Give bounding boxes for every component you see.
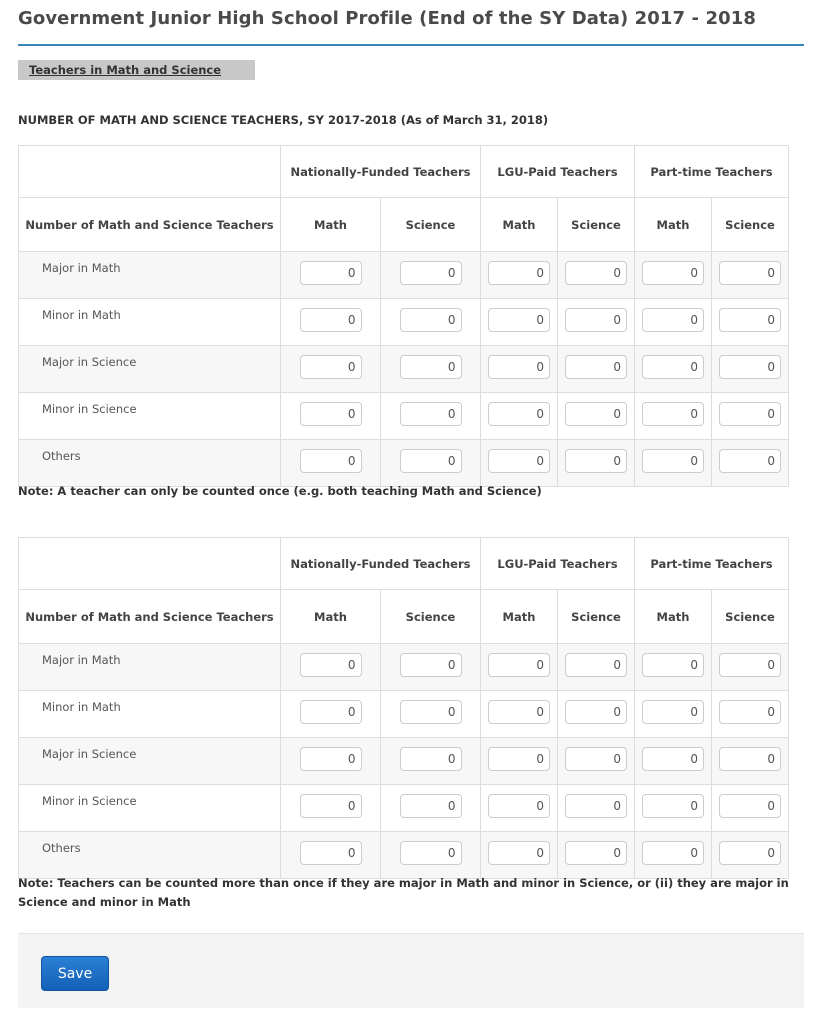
input-cell bbox=[635, 346, 712, 393]
row-header-label: Number of Math and Science Teachers bbox=[19, 590, 281, 644]
row-label: Minor in Science bbox=[19, 785, 281, 832]
teacher-count-input[interactable] bbox=[300, 841, 362, 865]
subject-header: Math bbox=[281, 198, 381, 252]
group-header: Nationally-Funded Teachers bbox=[281, 538, 481, 590]
input-cell bbox=[281, 440, 381, 487]
row-label: Minor in Math bbox=[19, 299, 281, 346]
title-divider bbox=[18, 44, 804, 46]
teacher-count-input[interactable] bbox=[565, 841, 627, 865]
teacher-count-input[interactable] bbox=[719, 449, 781, 473]
input-cell bbox=[635, 644, 712, 691]
teacher-count-input[interactable] bbox=[565, 308, 627, 332]
input-cell bbox=[635, 785, 712, 832]
table-row bbox=[19, 440, 789, 487]
input-cell bbox=[712, 299, 789, 346]
input-cell bbox=[712, 691, 789, 738]
group-header: Part-time Teachers bbox=[635, 538, 789, 590]
input-cell bbox=[558, 299, 635, 346]
input-cell bbox=[381, 691, 481, 738]
teacher-count-input[interactable] bbox=[565, 794, 627, 818]
table-row bbox=[19, 393, 789, 440]
subject-header: Math bbox=[281, 590, 381, 644]
input-cell bbox=[558, 738, 635, 785]
teacher-count-input[interactable] bbox=[488, 794, 550, 818]
row-label: Minor in Math bbox=[19, 691, 281, 738]
subject-header: Science bbox=[381, 198, 481, 252]
teacher-count-input[interactable] bbox=[488, 402, 550, 426]
input-cell bbox=[381, 252, 481, 299]
input-cell bbox=[712, 832, 789, 879]
input-cell bbox=[381, 393, 481, 440]
group-header: Part-time Teachers bbox=[635, 146, 789, 198]
teacher-count-input[interactable] bbox=[719, 841, 781, 865]
teacher-count-input[interactable] bbox=[719, 308, 781, 332]
input-cell bbox=[481, 393, 558, 440]
teacher-count-input[interactable] bbox=[300, 402, 362, 426]
teacher-count-input[interactable] bbox=[488, 747, 550, 771]
input-cell bbox=[281, 252, 381, 299]
input-cell bbox=[281, 299, 381, 346]
teacher-count-input[interactable] bbox=[642, 402, 704, 426]
teacher-count-input[interactable] bbox=[642, 841, 704, 865]
subject-header: Science bbox=[381, 590, 481, 644]
row-header-label: Number of Math and Science Teachers bbox=[19, 198, 281, 252]
input-cell bbox=[481, 252, 558, 299]
teacher-count-input[interactable] bbox=[400, 402, 462, 426]
input-cell bbox=[558, 691, 635, 738]
input-cell bbox=[558, 393, 635, 440]
subject-header: Math bbox=[481, 198, 558, 252]
table-row bbox=[19, 252, 789, 299]
input-cell bbox=[712, 785, 789, 832]
subject-header: Science bbox=[712, 590, 789, 644]
input-cell bbox=[381, 346, 481, 393]
teacher-count-input[interactable] bbox=[642, 794, 704, 818]
input-cell bbox=[712, 440, 789, 487]
teacher-count-input[interactable] bbox=[565, 402, 627, 426]
input-cell bbox=[558, 346, 635, 393]
teacher-count-input[interactable] bbox=[400, 308, 462, 332]
teacher-count-input[interactable] bbox=[565, 355, 627, 379]
teacher-count-input[interactable] bbox=[400, 700, 462, 724]
row-label: Major in Science bbox=[19, 738, 281, 785]
input-cell bbox=[381, 738, 481, 785]
group-header: Nationally-Funded Teachers bbox=[281, 146, 481, 198]
table-row bbox=[19, 785, 789, 832]
row-label: Minor in Science bbox=[19, 393, 281, 440]
page-title: Government Junior High School Profile (End of the SY Data) 2017 - 2018 bbox=[18, 8, 756, 29]
input-cell bbox=[635, 299, 712, 346]
teacher-count-input[interactable] bbox=[400, 261, 462, 285]
table-row bbox=[19, 644, 789, 691]
header-blank-cell bbox=[19, 146, 281, 198]
teacher-count-input[interactable] bbox=[642, 700, 704, 724]
input-cell bbox=[635, 440, 712, 487]
teacher-count-input[interactable] bbox=[565, 261, 627, 285]
teacher-count-input[interactable] bbox=[719, 700, 781, 724]
teacher-count-input[interactable] bbox=[719, 261, 781, 285]
input-cell bbox=[481, 644, 558, 691]
teacher-count-input[interactable] bbox=[488, 449, 550, 473]
teacher-count-input[interactable] bbox=[488, 841, 550, 865]
teacher-count-input[interactable] bbox=[719, 747, 781, 771]
teacher-count-input[interactable] bbox=[300, 794, 362, 818]
input-cell bbox=[381, 832, 481, 879]
teacher-count-input[interactable] bbox=[719, 653, 781, 677]
input-cell bbox=[558, 440, 635, 487]
teacher-count-input[interactable] bbox=[565, 700, 627, 724]
teacher-count-input[interactable] bbox=[642, 449, 704, 473]
input-cell bbox=[481, 785, 558, 832]
teacher-count-input[interactable] bbox=[719, 794, 781, 818]
teachers-table bbox=[18, 145, 789, 487]
table-row bbox=[19, 738, 789, 785]
header-blank-cell bbox=[19, 538, 281, 590]
table-row bbox=[19, 299, 789, 346]
input-cell bbox=[635, 832, 712, 879]
input-cell bbox=[712, 393, 789, 440]
teacher-count-input[interactable] bbox=[565, 747, 627, 771]
input-cell bbox=[281, 644, 381, 691]
form-footer bbox=[18, 933, 804, 1008]
teacher-count-input[interactable] bbox=[400, 747, 462, 771]
subject-header: Math bbox=[481, 590, 558, 644]
input-cell bbox=[712, 252, 789, 299]
teacher-count-input[interactable] bbox=[488, 700, 550, 724]
teacher-count-input[interactable] bbox=[400, 449, 462, 473]
input-cell bbox=[281, 346, 381, 393]
subject-header: Science bbox=[558, 590, 635, 644]
input-cell bbox=[635, 252, 712, 299]
teacher-count-input[interactable] bbox=[642, 355, 704, 379]
input-cell bbox=[558, 832, 635, 879]
teacher-count-input[interactable] bbox=[300, 308, 362, 332]
input-cell bbox=[381, 299, 481, 346]
input-cell bbox=[558, 644, 635, 691]
input-cell bbox=[712, 644, 789, 691]
group-header: LGU-Paid Teachers bbox=[481, 538, 635, 590]
input-cell bbox=[281, 691, 381, 738]
teacher-count-input[interactable] bbox=[300, 700, 362, 724]
row-label: Major in Math bbox=[19, 252, 281, 299]
input-cell bbox=[281, 785, 381, 832]
subject-header: Science bbox=[558, 198, 635, 252]
row-label: Others bbox=[19, 832, 281, 879]
teacher-count-input[interactable] bbox=[642, 747, 704, 771]
teacher-count-input[interactable] bbox=[488, 355, 550, 379]
teacher-count-input[interactable] bbox=[719, 402, 781, 426]
input-cell bbox=[281, 738, 381, 785]
teacher-count-input[interactable] bbox=[300, 449, 362, 473]
input-cell bbox=[481, 832, 558, 879]
table-note: Note: Teachers can be counted more than once if they are major in Math and minor in Science, or (ii) they are major in Science and minor in Math bbox=[18, 876, 789, 909]
row-label: Major in Science bbox=[19, 346, 281, 393]
teacher-count-input[interactable] bbox=[488, 653, 550, 677]
teachers-table bbox=[18, 537, 789, 879]
teacher-count-input[interactable] bbox=[488, 261, 550, 285]
input-cell bbox=[712, 738, 789, 785]
teacher-count-input[interactable] bbox=[300, 653, 362, 677]
input-cell bbox=[481, 691, 558, 738]
table-row bbox=[19, 346, 789, 393]
subject-header: Science bbox=[712, 198, 789, 252]
input-cell bbox=[481, 738, 558, 785]
save-button[interactable]: Save bbox=[41, 956, 109, 991]
teacher-count-input[interactable] bbox=[642, 308, 704, 332]
tab-teachers-math-science[interactable]: Teachers in Math and Science bbox=[18, 60, 255, 80]
teacher-count-input[interactable] bbox=[400, 841, 462, 865]
teacher-count-input[interactable] bbox=[642, 261, 704, 285]
table-row bbox=[19, 832, 789, 879]
input-cell bbox=[635, 393, 712, 440]
teacher-count-input[interactable] bbox=[400, 355, 462, 379]
input-cell bbox=[635, 691, 712, 738]
teacher-count-input[interactable] bbox=[300, 355, 362, 379]
teacher-count-input[interactable] bbox=[719, 355, 781, 379]
teacher-count-input[interactable] bbox=[300, 747, 362, 771]
input-cell bbox=[381, 785, 481, 832]
table-row bbox=[19, 691, 789, 738]
input-cell bbox=[635, 738, 712, 785]
teacher-count-input[interactable] bbox=[565, 653, 627, 677]
table-note: Note: A teacher can only be counted once (e.g. both teaching Math and Science) bbox=[18, 484, 542, 498]
input-cell bbox=[381, 440, 481, 487]
teacher-count-input[interactable] bbox=[565, 449, 627, 473]
teacher-count-input[interactable] bbox=[488, 308, 550, 332]
teacher-count-input[interactable] bbox=[400, 794, 462, 818]
subject-header: Math bbox=[635, 590, 712, 644]
teacher-count-input[interactable] bbox=[300, 261, 362, 285]
input-cell bbox=[558, 252, 635, 299]
row-label: Major in Math bbox=[19, 644, 281, 691]
input-cell bbox=[558, 785, 635, 832]
input-cell bbox=[712, 346, 789, 393]
input-cell bbox=[381, 644, 481, 691]
input-cell bbox=[481, 299, 558, 346]
input-cell bbox=[481, 440, 558, 487]
teacher-count-input[interactable] bbox=[642, 653, 704, 677]
subject-header: Math bbox=[635, 198, 712, 252]
row-label: Others bbox=[19, 440, 281, 487]
input-cell bbox=[281, 393, 381, 440]
group-header: LGU-Paid Teachers bbox=[481, 146, 635, 198]
section-heading: NUMBER OF MATH AND SCIENCE TEACHERS, SY 2017-2018 (As of March 31, 2018) bbox=[18, 113, 549, 127]
input-cell bbox=[281, 832, 381, 879]
input-cell bbox=[481, 346, 558, 393]
teacher-count-input[interactable] bbox=[400, 653, 462, 677]
